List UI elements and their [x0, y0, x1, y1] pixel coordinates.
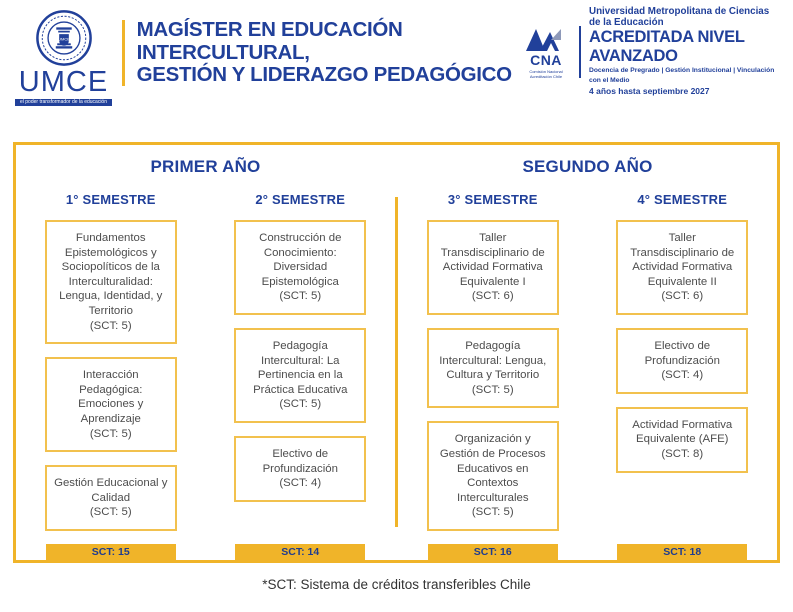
semesters-row-year2: [398, 177, 777, 561]
sct-footnote: *SCT: Sistema de créditos transferibles Chile: [262, 577, 531, 592]
semester-column-1: [16, 177, 206, 561]
accreditation-text: [589, 6, 779, 98]
course-name: Pedagogía Intercultural: Lengua, Cultura y Territorio: [439, 339, 547, 382]
course-card: [234, 328, 366, 423]
header-divider: [122, 20, 125, 86]
course-card: [45, 357, 177, 452]
accreditation-block: [521, 6, 779, 98]
course-card: [427, 421, 559, 531]
university-name: Universidad Metropolitana de Ciencias de la Educación: [589, 5, 770, 29]
year-title-segundo: SEGUNDO AÑO: [522, 157, 653, 176]
program-title-line-2: GESTIÓN Y LIDERAZGO PEDAGÓGICO: [136, 63, 512, 87]
course-name: Pedagogía Intercultural: La Pertinencia en la Práctica Educativa: [253, 339, 348, 396]
course-sct: (SCT: 6): [661, 290, 704, 303]
umce-logo: [15, 9, 112, 106]
umce-tagline: el poder transformador de la educación: [15, 99, 112, 106]
course-card: [427, 328, 559, 408]
accreditation-validity: 4 años hasta septiembre 2027: [589, 86, 710, 97]
umce-seal-icon: [35, 9, 93, 67]
cna-sublabel: Comisión Nacional Acreditación Chile: [529, 68, 563, 79]
cna-mountains-icon: [525, 26, 567, 52]
course-sct: (SCT: 5): [89, 427, 132, 440]
course-name: Actividad Formativa Equivalente (AFE): [632, 418, 733, 446]
course-card: [234, 220, 366, 315]
course-sct: (SCT: 6): [471, 290, 514, 303]
course-name: Taller Transdisciplinario de Actividad Formativa Equivalente II: [630, 232, 735, 288]
semester-column-3: [398, 177, 588, 561]
sct-total-semester-3: SCT: 16: [428, 544, 558, 561]
curriculum-board: [13, 142, 780, 563]
semester-title-3: 3° SEMESTRE: [447, 192, 538, 207]
course-card: [616, 407, 748, 473]
program-title-line-1: MAGÍSTER EN EDUCACIÓN INTERCULTURAL,: [136, 17, 403, 64]
year-section-primer-ano: [16, 145, 395, 560]
course-name: Interacción Pedagógica: Emociones y Aprendizaje: [78, 369, 144, 425]
course-name: Electivo de Profundización: [644, 339, 720, 367]
course-sct: (SCT: 5): [471, 383, 514, 396]
accreditation-areas: Docencia de Pregrado | Gestión Institucional | Vinculación con el Medio: [589, 67, 775, 85]
course-sct: (SCT: 8): [661, 447, 704, 460]
semester-column-2: [206, 177, 396, 561]
accreditation-level: ACREDITADA NIVEL AVANZADO: [589, 28, 745, 66]
cna-label: CNA: [530, 51, 562, 68]
course-card: [234, 436, 366, 502]
year-section-segundo-ano: [398, 145, 777, 560]
course-sct: (SCT: 5): [471, 506, 514, 519]
sct-total-semester-2: SCT: 14: [235, 544, 365, 561]
semester-title-2: 2° SEMESTRE: [255, 192, 346, 207]
course-sct: (SCT: 4): [279, 477, 322, 490]
course-sct: (SCT: 5): [89, 506, 132, 519]
course-sct: (SCT: 4): [661, 369, 704, 382]
sct-total-semester-1: SCT: 15: [46, 544, 176, 561]
umce-wordmark: UMCE: [18, 65, 109, 98]
course-name: Electivo de Profundización: [262, 447, 338, 475]
cna-logo: [521, 26, 571, 79]
course-name: Fundamentos Epistemológicos y Sociopolíticos de la Interculturalidad: Lengua, Identidad, y Territorio: [59, 232, 163, 317]
course-name: Organización y Gestión de Procesos Educativos en Contextos Interculturales: [439, 433, 546, 504]
semesters-row-year1: [16, 177, 395, 561]
course-card: [616, 220, 748, 315]
course-name: Gestión Educacional y Calidad: [54, 477, 168, 504]
semester-title-4: 4° SEMESTRE: [637, 192, 728, 207]
semester-title-1: 1° SEMESTRE: [65, 192, 156, 207]
course-sct: (SCT: 5): [89, 319, 132, 332]
course-name: Taller Transdisciplinario de Actividad Formativa Equivalente I: [440, 232, 545, 288]
page-header: [0, 0, 793, 106]
course-card: [427, 220, 559, 315]
year-title-primer: PRIMER AÑO: [150, 157, 261, 176]
semester-column-4: [588, 177, 778, 561]
course-card: [616, 328, 748, 394]
program-title: [137, 19, 521, 88]
svg-text:UMCE: UMCE: [57, 35, 70, 41]
sct-total-semester-4: SCT: 18: [617, 544, 747, 561]
course-card: [45, 220, 177, 344]
course-name: Construcción de Conocimiento: Diversidad Epistemológica: [259, 232, 342, 288]
course-sct: (SCT: 5): [279, 290, 322, 303]
course-sct: (SCT: 5): [279, 398, 322, 411]
course-card: [45, 465, 177, 531]
accreditation-divider: [579, 26, 581, 78]
